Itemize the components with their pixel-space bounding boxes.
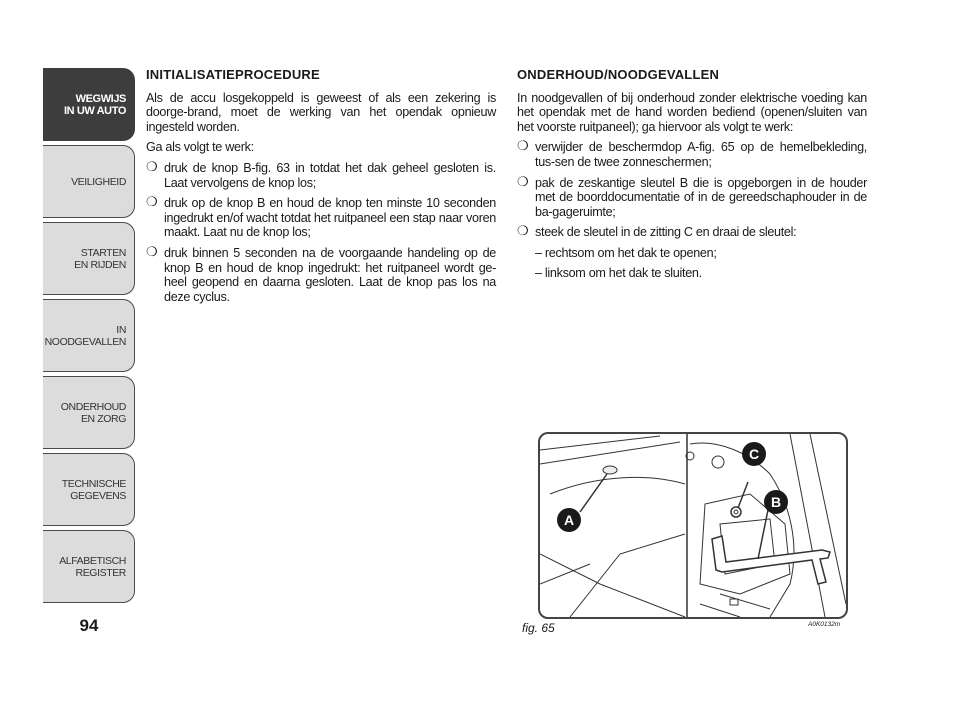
list-item: ❍ druk binnen 5 seconden na de voorgaande handeling op de knop B en houd de knop ingedrukt: het ruitpaneel wordt ge-heel geopend en daarna gesloten. Laat de knop pas los na deze cyclus. [146,243,496,304]
bullet-icon: ❍ [517,173,529,189]
dash-item: – rechtsom om het dak te openen; [535,245,717,260]
section-heading-initialisatie: INITIALISATIEPROCEDURE [146,67,320,82]
step-list [146,158,496,304]
paragraph-lead: Ga als volgt te werk: [146,140,254,155]
callout-c-label: C [748,446,760,462]
section-heading-onderhoud: ONDERHOUD/NOODGEVALLEN [517,67,720,82]
bullet-icon: ❍ [146,194,158,210]
list-item: ❍ druk de knop B-fig. 63 in totdat het dak geheel gesloten is. Laat vervolgens de knop los; [146,158,496,190]
list-item: ❍ verwijder de beschermdop A-fig. 65 op de hemelbekleding, tus-sen de twee zonneschermen; [517,138,867,169]
right-column [517,68,867,285]
callout-a-label: A [563,512,575,528]
tab-wegwijs[interactable]: WEGWIJS IN UW AUTO [43,68,135,141]
bullet-icon: ❍ [517,138,529,154]
bullet-icon: ❍ [517,223,529,239]
sunroof-illustration [540,434,846,617]
dash-item: – linksom om het dak te sluiten. [535,265,702,280]
tab-veiligheid[interactable]: VEILIGHEID [43,145,135,218]
bullet-icon: ❍ [146,158,158,174]
chapter-sidebar [43,68,135,607]
bullet-icon: ❍ [146,243,158,259]
callout-b-label: B [770,494,782,510]
paragraph-intro: In noodgevallen of bij onderhoud zonder elektrische voeding kan het opendak met de hand worden bediend (openen/sluiten van het voorste ruitpaneel); ga hiervoor als volgt te werk: [517,90,867,134]
list-item: ❍ pak de zeskantige sleutel B die is opgeborgen in de houder met de boorddocumentatie of in de gereedschaphouder in de ba-gageruimte; [517,173,867,219]
tab-in-noodgevallen[interactable]: IN NOODGEVALLEN [43,299,135,372]
list-item: ❍ steek de sleutel in de zitting C en draai de sleutel: [517,223,797,240]
step-list [517,140,867,240]
tab-alfabetisch-register[interactable]: ALFABETISCH REGISTER [43,530,135,603]
figure-caption: fig. 65 [522,621,555,635]
tab-starten-en-rijden[interactable]: STARTEN EN RIJDEN [43,222,135,295]
figure-code: A0K0132m [808,621,841,628]
figure-65 [538,432,848,619]
list-item: ❍ druk op de knop B en houd de knop ten minste 10 seconden ingedrukt en/of wacht totdat het ruitpaneel een stap naar voren maakt. Laat nu de knop los; [146,194,496,240]
tab-technische-gegevens[interactable]: TECHNISCHE GEGEVENS [43,453,135,526]
paragraph-intro: Als de accu losgekoppeld is geweest of als een zekering is doorge-brand, moet de werking van het opendak opnieuw ingesteld worden. [146,90,496,134]
left-column [146,68,496,310]
page-number: 94 [79,616,99,635]
tab-onderhoud-en-zorg[interactable]: ONDERHOUD EN ZORG [43,376,135,449]
